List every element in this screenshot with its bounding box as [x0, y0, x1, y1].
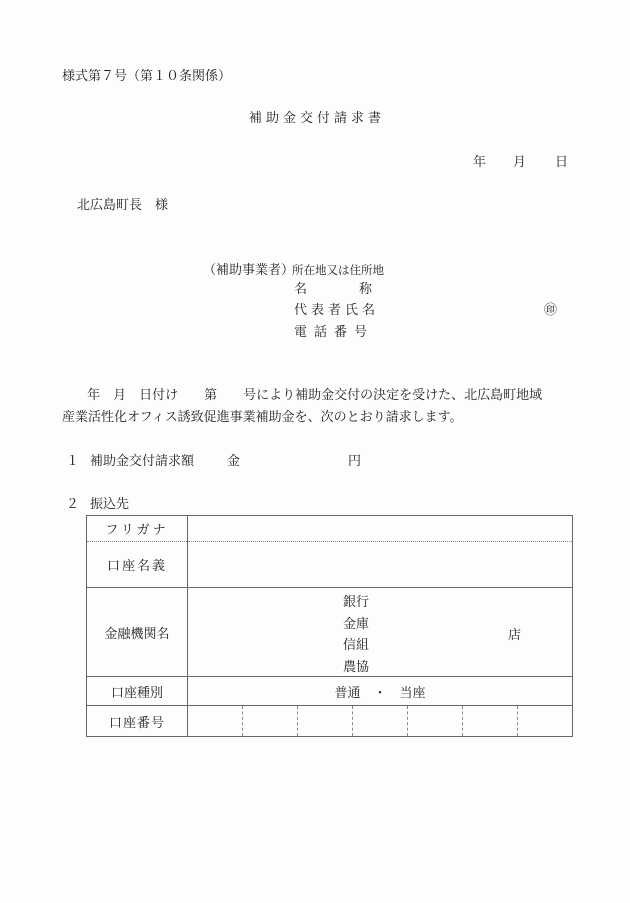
account-digit-6[interactable] [463, 706, 518, 736]
seal-mark: ㊞ [544, 303, 558, 318]
institution-type-bank: 銀行 [343, 595, 370, 610]
table-row-account-number [87, 706, 573, 737]
account-digit-3[interactable] [298, 706, 353, 736]
date-month: 月 [513, 155, 527, 170]
account-holder-field[interactable] [188, 542, 573, 588]
item-1-label: 補助金交付請求額 [90, 454, 195, 469]
furigana-field[interactable] [188, 516, 573, 542]
institution-type-credit-union: 信組 [343, 638, 370, 653]
addressee: 北広島町長 様 [77, 198, 169, 213]
item-2-label: 振込先 [90, 497, 130, 512]
item-1-number: １ [66, 454, 80, 469]
account-holder-label: 口座名義 [87, 542, 188, 588]
table-row-account-type [87, 677, 573, 706]
representative-label: 代表者氏名 [294, 303, 380, 318]
item-2-number: ２ [66, 497, 80, 512]
institution-field[interactable] [188, 588, 573, 677]
date-day: 日 [555, 155, 569, 170]
account-digit-2[interactable] [243, 706, 298, 736]
table-row-furigana [87, 516, 573, 542]
account-type-label: 口座種別 [87, 677, 188, 706]
amount-unit: 円 [348, 454, 362, 469]
account-type-options[interactable]: 普通 ・ 当座 [188, 677, 573, 706]
phone-label: 電話番号 [294, 325, 375, 340]
document-title: 補助金交付請求書 [249, 111, 386, 126]
body-line-1: 年 月 日付け 第 号により補助金交付の決定を受けた、北広島町地域 [70, 388, 543, 403]
account-number-field [188, 706, 573, 737]
institution-label: 金融機関名 [87, 588, 188, 677]
institution-type-ja: 農協 [343, 659, 370, 675]
account-digit-4[interactable] [353, 706, 408, 736]
table-row-account-holder [87, 542, 573, 588]
institution-type-list [343, 592, 369, 678]
institution-type-shinkin: 金庫 [343, 616, 370, 632]
account-digit-1[interactable] [188, 706, 243, 736]
name-label: 名 称 [294, 282, 373, 297]
applicant-label: （補助事業者） [203, 263, 295, 278]
date-year: 年 [473, 155, 487, 170]
account-digit-5[interactable] [408, 706, 463, 736]
account-digit-7[interactable] [518, 706, 572, 736]
amount-prefix: 金 [227, 454, 241, 469]
account-number-label: 口座番号 [87, 706, 188, 737]
furigana-label: フリガナ [87, 516, 188, 542]
address-label: 所在地又は住所地 [292, 263, 384, 277]
branch-suffix: 店 [508, 628, 522, 643]
body-line-2: 産業活性化オフィス誘致促進事業補助金を、次のとおり請求します。 [62, 410, 463, 425]
bank-account-table [86, 515, 573, 737]
table-row-institution [87, 588, 573, 677]
form-number: 様式第７号（第１０条関係） [62, 69, 232, 84]
